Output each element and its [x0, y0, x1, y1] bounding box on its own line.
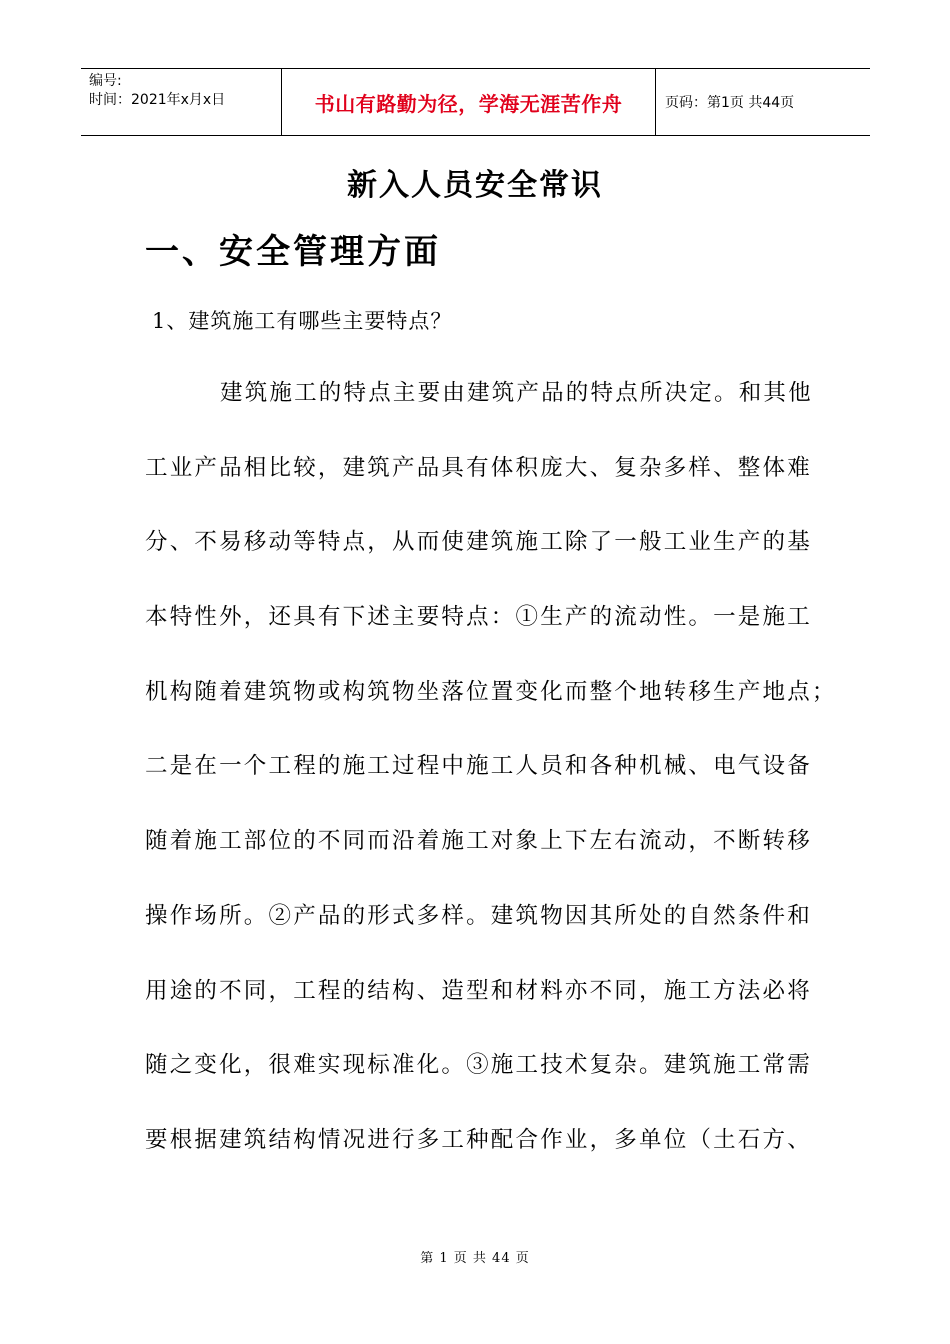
paragraph-line: 二是在一个工程的施工过程中施工人员和各种机械、电气设备	[145, 753, 812, 780]
paragraph-line: 建筑施工的特点主要由建筑产品的特点所决定。和其他	[220, 380, 813, 406]
section-heading: 一、安全管理方面	[145, 232, 441, 272]
page-footer: 第 1 页 共 44 页	[420, 1251, 530, 1266]
paragraph-line: 用途的不同，工程的结构、造型和材料亦不同，施工方法必将	[145, 977, 812, 1004]
page-info-cell	[656, 69, 870, 135]
question-heading: 1、建筑施工有哪些主要特点？	[152, 309, 453, 333]
paragraph-line: 工业产品相比较，建筑产品具有体积庞大、复杂多样、整体难	[145, 454, 812, 481]
paragraph-line: 分、不易移动等特点，从而使建筑施工除了一般工业生产的基	[145, 529, 812, 556]
paragraph-line: 要根据建筑结构情况进行多工种配合作业，多单位（土石方、	[145, 1126, 812, 1153]
paragraph-line: 随之变化，很难实现标准化。③施工技术复杂。建筑施工常需	[145, 1052, 812, 1079]
header-table	[81, 68, 870, 136]
motto-cell	[281, 69, 656, 135]
motto-text: 书山有路勤为径，学海无涯苦作舟	[314, 91, 623, 116]
body-paragraph	[145, 373, 837, 1195]
paragraph-line: 机构随着建筑物或构筑物坐落位置变化而整个地转移生产地点；	[145, 678, 837, 705]
paragraph-line: 随着施工部位的不同而沿着施工对象上下左右流动，不断转移	[145, 828, 812, 855]
header-meta-cell	[81, 69, 281, 135]
page-info-text: 页码：第1页 共44页	[665, 95, 795, 111]
document-title: 新入人员安全常识	[347, 168, 603, 203]
paragraph-line: 本特性外，还具有下述主要特点：①生产的流动性。一是施工	[145, 604, 812, 631]
number-label: 编号:	[89, 73, 122, 89]
paragraph-line: 操作场所。②产品的形式多样。建筑物因其所处的自然条件和	[145, 902, 812, 929]
date-label: 时间：2021年x月x日	[89, 92, 226, 108]
